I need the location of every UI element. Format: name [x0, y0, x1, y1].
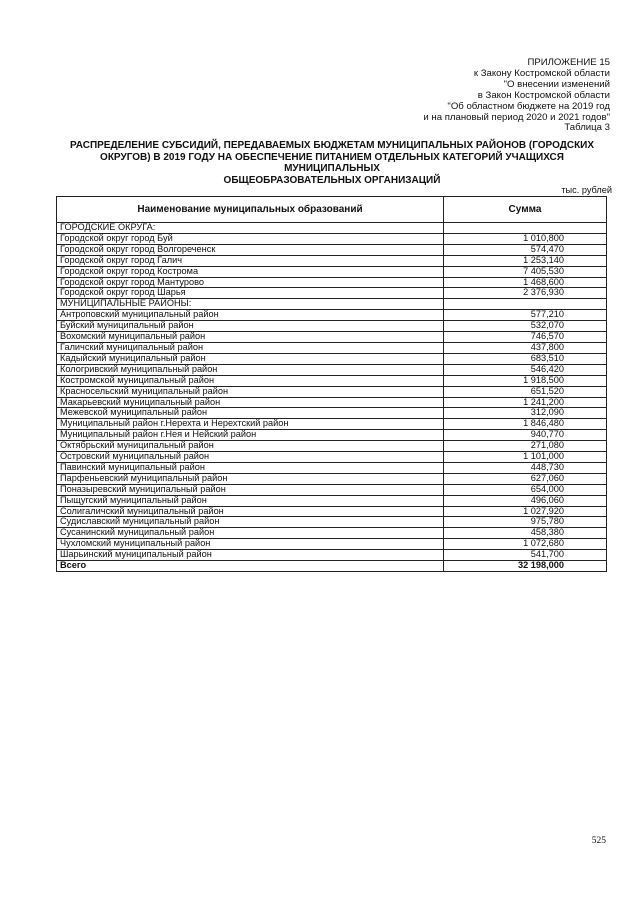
table-row — [57, 397, 607, 408]
municipality-name: Антроповский муниципальный район — [57, 310, 444, 321]
subsidy-amount: 1 241,200 — [444, 397, 607, 408]
document-title — [52, 140, 612, 186]
municipality-name: ГОРОДСКИЕ ОКРУГА: — [57, 223, 444, 234]
table-row — [57, 419, 607, 430]
subsidy-amount: 1 918,500 — [444, 375, 607, 386]
appendix-line: "Об областном бюджете на 2019 год — [447, 100, 610, 112]
subsidy-amount: 654,000 — [444, 484, 607, 495]
municipality-name: Чухломский муниципальный район — [57, 539, 444, 550]
total-row — [57, 561, 607, 572]
table-number: Таблица 3 — [564, 122, 610, 134]
subsidy-amount: 1 072,680 — [444, 539, 607, 550]
municipality-name: Октябрьский муниципальный район — [57, 441, 444, 452]
appendix-line: ПРИЛОЖЕНИЕ 15 — [527, 57, 610, 68]
subsidy-amount: 1 253,140 — [444, 255, 607, 266]
column-header-name: Наименование муниципальных образований — [57, 197, 444, 223]
municipality-name: Городской округ город Мантурово — [57, 277, 444, 288]
table-row — [57, 233, 607, 244]
title-line: ОКРУГОВ) В 2019 ГОДУ НА ОБЕСПЕЧЕНИЕ ПИТАНИЕМ ОТДЕЛЬНЫХ КАТЕГОРИЙ УЧАЩИХСЯ МУНИЦИПАЛЬНЫХ — [100, 151, 564, 174]
table-row — [57, 506, 607, 517]
subsidy-amount: 7 405,530 — [444, 266, 607, 277]
table-body — [57, 223, 607, 561]
table-row — [57, 452, 607, 463]
subsidy-amount — [444, 299, 607, 310]
table-row — [57, 550, 607, 561]
municipality-name: Солигаличский муниципальный район — [57, 506, 444, 517]
subsidy-amount: 975,780 — [444, 517, 607, 528]
subsidy-amount: 458,380 — [444, 528, 607, 539]
municipality-name: Шарьинский муниципальный район — [57, 550, 444, 561]
title-line: ОБЩЕОБРАЗОВАТЕЛЬНЫХ ОРГАНИЗАЦИЙ — [223, 174, 441, 186]
municipality-name: Городской округ город Кострома — [57, 266, 444, 277]
subsidy-amount: 312,090 — [444, 408, 607, 419]
subsidy-amount: 496,060 — [444, 495, 607, 506]
subsidy-amount: 577,210 — [444, 310, 607, 321]
subsidy-amount: 546,420 — [444, 364, 607, 375]
table-row — [57, 430, 607, 441]
table-row — [57, 223, 607, 234]
municipality-name: Островский муниципальный район — [57, 452, 444, 463]
municipality-name: Павинский муниципальный район — [57, 462, 444, 473]
total-value: 32 198,000 — [444, 561, 607, 572]
table-header-row — [57, 197, 607, 223]
table-row — [57, 310, 607, 321]
table-row — [57, 539, 607, 550]
subsidy-amount — [444, 223, 607, 234]
subsidy-amount: 2 376,930 — [444, 288, 607, 299]
total-label: Всего — [57, 561, 444, 572]
table-row — [57, 386, 607, 397]
municipality-name: Галичский муниципальный район — [57, 342, 444, 353]
table-row — [57, 277, 607, 288]
table-row — [57, 364, 607, 375]
table-row — [57, 375, 607, 386]
subsidy-amount: 1 010,800 — [444, 233, 607, 244]
municipality-name: Макарьевский муниципальный район — [57, 397, 444, 408]
subsidy-table — [56, 196, 607, 572]
table-row — [57, 441, 607, 452]
units-label: тыс. рублей — [561, 185, 612, 195]
subsidy-amount: 1 468,600 — [444, 277, 607, 288]
table-row — [57, 321, 607, 332]
table-row — [57, 342, 607, 353]
table-row — [57, 332, 607, 343]
municipality-name: Кологривский муниципальный район — [57, 364, 444, 375]
subsidy-amount: 1 101,000 — [444, 452, 607, 463]
municipality-name: Городской округ город Шарья — [57, 288, 444, 299]
subsidy-amount: 627,060 — [444, 473, 607, 484]
table-row — [57, 244, 607, 255]
appendix-line: к Закону Костромской области — [473, 67, 610, 79]
table-row — [57, 353, 607, 364]
subsidy-amount: 437,800 — [444, 342, 607, 353]
column-header-sum: Сумма — [444, 197, 607, 223]
appendix-header — [423, 58, 610, 134]
table-row — [57, 299, 607, 310]
municipality-name: Костромской муниципальный район — [57, 375, 444, 386]
municipality-name: Городской округ город Галич — [57, 255, 444, 266]
appendix-line: в Закон Костромской области — [477, 89, 610, 101]
municipality-name: МУНИЦИПАЛЬНЫЕ РАЙОНЫ: — [57, 299, 444, 310]
subsidy-amount: 574,470 — [444, 244, 607, 255]
table-row — [57, 528, 607, 539]
appendix-line: "О внесении изменений — [503, 78, 610, 90]
municipality-name: Муниципальный район г.Нея и Нейский район — [57, 430, 444, 441]
municipality-name: Красносельский муниципальный район — [57, 386, 444, 397]
subsidy-amount: 940,770 — [444, 430, 607, 441]
municipality-name: Вохомский муниципальный район — [57, 332, 444, 343]
municipality-name: Городской округ город Волгореченск — [57, 244, 444, 255]
table-row — [57, 495, 607, 506]
municipality-name: Муниципальный район г.Нерехта и Нерехтский район — [57, 419, 444, 430]
table-row — [57, 484, 607, 495]
table-row — [57, 266, 607, 277]
subsidy-amount: 271,080 — [444, 441, 607, 452]
municipality-name: Пыщугский муниципальный район — [57, 495, 444, 506]
municipality-name: Буйский муниципальный район — [57, 321, 444, 332]
municipality-name: Поназыревский муниципальный район — [57, 484, 444, 495]
table-row — [57, 408, 607, 419]
municipality-name: Парфеньевский муниципальный район — [57, 473, 444, 484]
subsidy-amount: 448,730 — [444, 462, 607, 473]
table-row — [57, 462, 607, 473]
title-line: РАСПРЕДЕЛЕНИЕ СУБСИДИЙ, ПЕРЕДАВАЕМЫХ БЮДЖЕТАМ МУНИЦИПАЛЬНЫХ РАЙОНОВ (ГОРОДСКИХ — [69, 140, 595, 151]
municipality-name: Сусанинский муниципальный район — [57, 528, 444, 539]
municipality-name: Городской округ город Буй — [57, 233, 444, 244]
subsidy-amount: 746,570 — [444, 332, 607, 343]
subsidy-amount: 532,070 — [444, 321, 607, 332]
table-row — [57, 473, 607, 484]
subsidy-amount: 1 846,480 — [444, 419, 607, 430]
municipality-name: Судиславский муниципальный район — [57, 517, 444, 528]
subsidy-amount: 651,520 — [444, 386, 607, 397]
subsidy-amount: 541,700 — [444, 550, 607, 561]
municipality-name: Межевской муниципальный район — [57, 408, 444, 419]
table-row — [57, 517, 607, 528]
table-row — [57, 255, 607, 266]
page-number: 525 — [591, 836, 606, 846]
municipality-name: Кадыйский муниципальный район — [57, 353, 444, 364]
subsidy-amount: 683,510 — [444, 353, 607, 364]
appendix-line: и на плановый период 2020 и 2021 годов" — [423, 111, 610, 123]
subsidy-amount: 1 027,920 — [444, 506, 607, 517]
